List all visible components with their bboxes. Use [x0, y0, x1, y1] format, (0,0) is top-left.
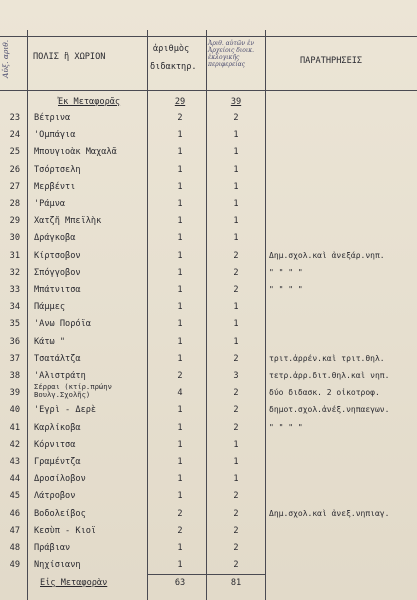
place-column-header: ΠΟΛΙΣ ἢ ΧΩΡΙΟΝ	[33, 52, 106, 62]
row-place-name: Γραμέντζα	[34, 457, 81, 467]
row-place-name: Βοδολείβος	[34, 509, 86, 519]
row-teachers-count: 1	[177, 251, 183, 261]
row-number: 33	[9, 285, 20, 295]
row-number: 27	[9, 182, 20, 192]
row-total-count: 2	[233, 113, 239, 123]
row-teachers-count: 1	[177, 337, 183, 347]
row-place-name: Σέρραι (κτίρ.πρώην Βουλγ.Σχολῆς)	[34, 382, 112, 399]
row-place-name: 'Ανω Πορόϊα	[34, 319, 91, 329]
row-teachers-count: 4	[177, 388, 183, 398]
row-teachers-count: 1	[177, 474, 183, 484]
row-teachers-count: 2	[177, 371, 183, 381]
row-total-count: 1	[233, 216, 239, 226]
row-number: 48	[9, 543, 20, 553]
row-place-name: Μπάτνιτσα	[34, 285, 81, 295]
row-total-count: 1	[233, 130, 239, 140]
row-number: 34	[9, 302, 20, 312]
row-total-count: 2	[233, 543, 239, 553]
row-remark: τριτ.ἀρρέν.καὶ τριτ.θηλ.	[269, 354, 385, 363]
row-remark: δημοτ.σχολ.ἀνέξ.νηπαεγων.	[269, 405, 390, 414]
row-total-count: 2	[233, 509, 239, 519]
row-place-name: 'Ομπάγια	[34, 130, 76, 140]
row-place-name: 'Ράμνα	[34, 199, 66, 209]
footer-teachers-total: 63	[174, 578, 186, 588]
row-place-name: Κόρνιτσα	[34, 440, 76, 450]
row-total-count: 1	[233, 199, 239, 209]
header-bottom-rule	[0, 90, 417, 91]
teachers-column-header-line1: ἀριθμὸς	[153, 44, 190, 54]
row-place-name: Λάτροβον	[34, 491, 76, 501]
row-number: 45	[9, 491, 20, 501]
row-place-name: Νηχίσιανη	[34, 560, 81, 570]
row-teachers-count: 1	[177, 457, 183, 467]
row-number: 28	[9, 199, 20, 209]
row-total-count: 1	[233, 440, 239, 450]
row-number: 35	[9, 319, 20, 329]
row-place-name: Τσόρτσελη	[34, 165, 81, 175]
column-rule-number	[27, 30, 28, 600]
row-total-count: 2	[233, 423, 239, 433]
row-teachers-count: 2	[177, 526, 183, 536]
row-number: 44	[9, 474, 20, 484]
row-remark: Δημ.σχολ.καὶ ἀνεξ.νηπιαγ.	[269, 509, 390, 518]
row-number: 39	[9, 388, 20, 398]
footer-total: 81	[230, 578, 242, 588]
carry-forward-label: Ἐκ Μεταφορᾶς	[58, 97, 121, 107]
row-place-name: Μπουγιοὰκ Μαχαλᾶ	[34, 147, 117, 157]
row-total-count: 1	[233, 147, 239, 157]
handwritten-number-header: Αὐξ. αριθ.	[1, 39, 10, 78]
column-rule-teachers	[206, 30, 207, 600]
row-remark: Δημ.σχολ.καὶ ἀνεξάρ.νηπ.	[269, 251, 385, 260]
row-teachers-count: 1	[177, 165, 183, 175]
row-total-count: 3	[233, 371, 239, 381]
row-teachers-count: 1	[177, 319, 183, 329]
table-top-rule	[0, 36, 417, 37]
row-number: 40	[9, 405, 20, 415]
row-place-name: Τσατάλτζα	[34, 354, 81, 364]
row-remark: δύο διδασκ. 2 οἰκοτροφ.	[269, 388, 380, 397]
row-number: 36	[9, 337, 20, 347]
footer-label: Εἰς Μεταφορὰν	[40, 578, 108, 588]
row-total-count: 2	[233, 354, 239, 364]
row-place-name: Καρλίκοβα	[34, 423, 81, 433]
row-total-count: 2	[233, 405, 239, 415]
row-remark: " " " "	[269, 423, 303, 432]
handwritten-column-header: Ἀριθ. αὐτῶν ἐν Ἀρχείοις διοικ. ἐκλογικῆς περιφερείας	[208, 40, 255, 68]
row-total-count: 2	[233, 251, 239, 261]
row-total-count: 1	[233, 182, 239, 192]
carry-forward-teachers: 29	[174, 97, 186, 107]
row-teachers-count: 1	[177, 491, 183, 501]
row-number: 26	[9, 165, 20, 175]
row-teachers-count: 1	[177, 354, 183, 364]
row-number: 46	[9, 509, 20, 519]
row-number: 37	[9, 354, 20, 364]
row-number: 23	[9, 113, 20, 123]
row-teachers-count: 2	[177, 113, 183, 123]
row-teachers-count: 1	[177, 423, 183, 433]
row-place-name: Κάτω "	[34, 337, 66, 347]
column-rule-place	[147, 30, 148, 600]
row-total-count: 1	[233, 302, 239, 312]
row-place-name: Μερβέντι	[34, 182, 76, 192]
row-number: 43	[9, 457, 20, 467]
footer-rule	[147, 574, 265, 575]
row-place-name: Χατζῆ Μπεϊλὴκ	[34, 216, 102, 226]
row-total-count: 1	[233, 474, 239, 484]
teachers-column-header-line2: διδακτηρ.	[150, 62, 197, 72]
row-teachers-count: 1	[177, 130, 183, 140]
row-remark: " " " "	[269, 285, 303, 294]
row-number: 29	[9, 216, 20, 226]
row-teachers-count: 1	[177, 199, 183, 209]
row-number: 24	[9, 130, 20, 140]
row-teachers-count: 2	[177, 509, 183, 519]
row-teachers-count: 1	[177, 560, 183, 570]
row-total-count: 1	[233, 165, 239, 175]
row-place-name: Κεσὺπ - Κιοϊ	[34, 526, 97, 536]
row-number: 41	[9, 423, 20, 433]
row-place-name: 'Αλιστράτη	[34, 371, 86, 381]
row-teachers-count: 1	[177, 543, 183, 553]
row-teachers-count: 1	[177, 285, 183, 295]
row-number: 31	[9, 251, 20, 261]
row-place-name: Πράβιαν	[34, 543, 71, 553]
row-teachers-count: 1	[177, 216, 183, 226]
row-total-count: 2	[233, 268, 239, 278]
row-total-count: 1	[233, 337, 239, 347]
row-total-count: 1	[233, 233, 239, 243]
row-total-count: 2	[233, 560, 239, 570]
row-total-count: 2	[233, 285, 239, 295]
row-remark: " " " "	[269, 268, 303, 277]
row-total-count: 2	[233, 526, 239, 536]
row-total-count: 1	[233, 319, 239, 329]
row-place-name: Πάμμες	[34, 302, 66, 312]
row-teachers-count: 1	[177, 147, 183, 157]
remarks-column-header: ΠΑΡΑΤΗΡΗΣΕΙΣ	[300, 56, 363, 66]
row-place-name: Σπόγγοβον	[34, 268, 81, 278]
row-number: 30	[9, 233, 20, 243]
row-teachers-count: 1	[177, 405, 183, 415]
row-teachers-count: 1	[177, 302, 183, 312]
row-teachers-count: 1	[177, 440, 183, 450]
row-total-count: 2	[233, 388, 239, 398]
row-teachers-count: 1	[177, 182, 183, 192]
row-number: 42	[9, 440, 20, 450]
row-total-count: 2	[233, 491, 239, 501]
row-number: 25	[9, 147, 20, 157]
row-place-name: 'Εγρὶ - Δερὲ	[34, 405, 97, 415]
row-teachers-count: 1	[177, 233, 183, 243]
row-place-name: Δροσίλοβον	[34, 474, 86, 484]
row-number: 47	[9, 526, 20, 536]
row-place-name: Δράγκοβα	[34, 233, 76, 243]
row-number: 49	[9, 560, 20, 570]
row-number: 32	[9, 268, 20, 278]
row-place-name: Βέτρινα	[34, 113, 71, 123]
row-total-count: 1	[233, 457, 239, 467]
row-teachers-count: 1	[177, 268, 183, 278]
row-number: 38	[9, 371, 20, 381]
carry-forward-total: 39	[230, 97, 242, 107]
row-remark: τετρ.ἀρρ.διτ.θηλ.καὶ νηπ.	[269, 371, 390, 380]
column-rule-handwritten	[265, 30, 266, 600]
row-place-name: Κίρτσοβον	[34, 251, 81, 261]
